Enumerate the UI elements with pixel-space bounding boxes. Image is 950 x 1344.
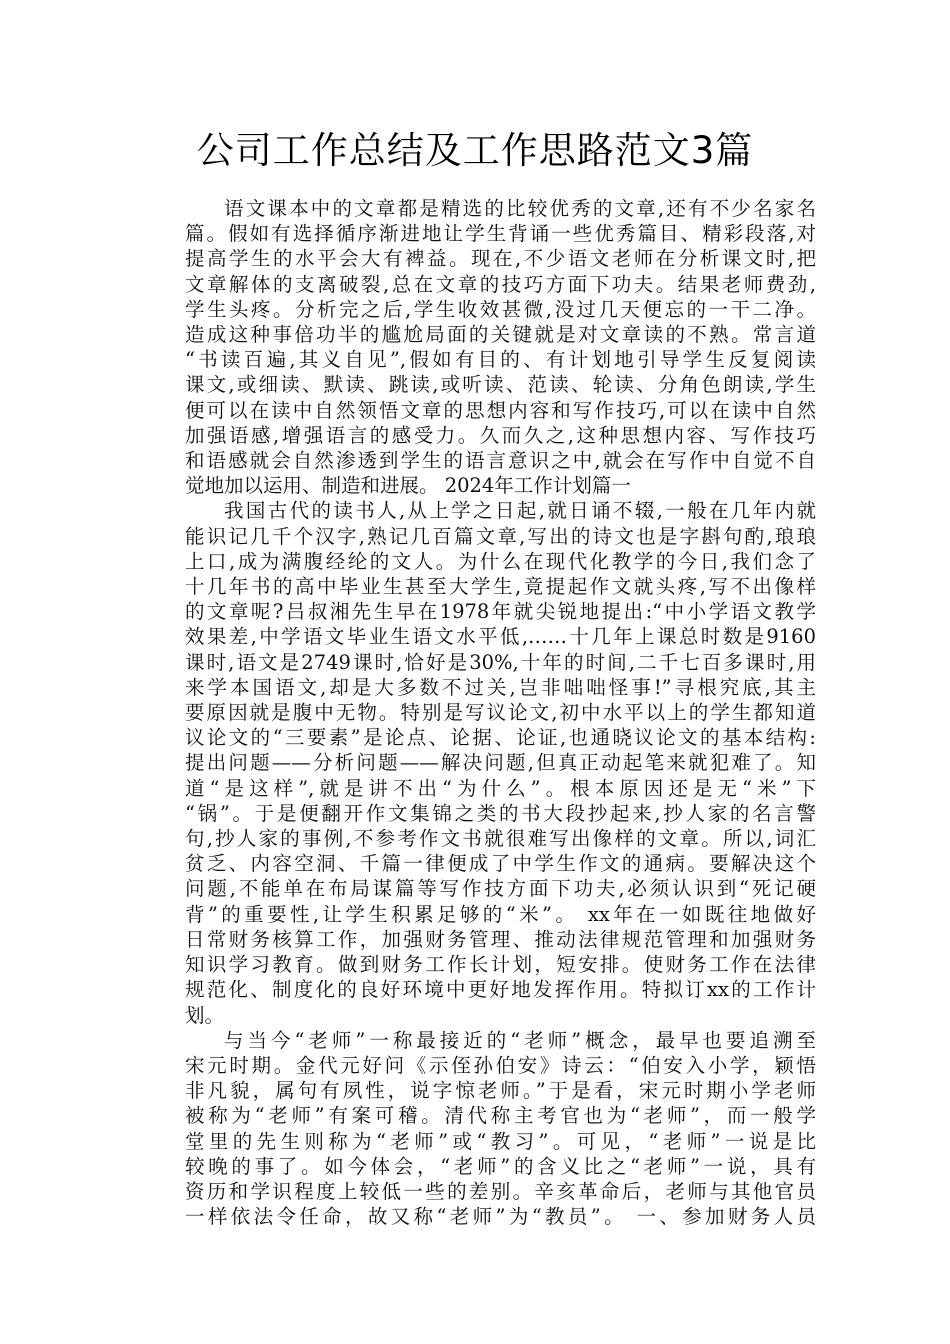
text-line: 规范化、制度化的良好环境中更好地发挥作用。特拟订xx的工作计 (185, 978, 816, 1002)
text-line: 日常财务核算工作，加强财务管理、推动法律规范管理和加强财务 (185, 927, 816, 951)
text-line: “书读百遍,其义自见”,假如有目的、有计划地引导学生反复阅读 (185, 348, 816, 372)
text-line: 造成这种事倍功半的尴尬局面的关键就是对文章读的不熟。常言道 (185, 323, 816, 347)
text-line: 能识记几千个汉字,熟记几百篇文章,写出的诗文也是字斟句酌,琅琅 (185, 524, 816, 548)
text-line: 提高学生的水平会大有裨益。现在,不少语文老师在分析课文时,把 (185, 247, 816, 271)
text-line: 堂里的先生则称为“老师”或“教习”。可见，“老师”一说是比 (185, 1129, 816, 1153)
text-line: 觉地加以运用、制造和进展。 2024年工作计划篇一 (185, 474, 631, 498)
document-title: 公司工作总结及工作思路范文3篇 (196, 129, 754, 172)
text-line: 问题,不能单在布局谋篇等写作技方面下功夫,必须认识到“死记硬 (185, 877, 816, 901)
text-line: 效果差,中学语文毕业生语文水平低,……十几年上课总时数是9160 (185, 625, 816, 649)
text-line: 要原因就是腹中无物。特别是写议论文,初中水平以上的学生都知道 (185, 701, 816, 725)
text-line: 语文课本中的文章都是精选的比较优秀的文章,还有不少名家名 (224, 197, 816, 220)
text-line: 一样依法令任命，故又称“老师”为“教员”。 一、参加财务人员 (185, 1205, 816, 1229)
document-body (146, 196, 816, 1229)
text-line: 我国古代的读书人,从上学之日起,就日诵不辍,一般在几年内就 (224, 499, 816, 523)
text-line: 知识学习教育。做到财务工作长计划，短安排。使财务工作在法律 (185, 953, 816, 977)
paragraph-3 (146, 1028, 816, 1230)
text-line: 与当今“老师”一称最接近的“老师”概念，最早也要追溯至 (224, 1028, 816, 1052)
text-line: 贫乏、内容空洞、千篇一律便成了中学生作文的通病。要解决这个 (185, 852, 816, 876)
text-line: “锅”。于是便翻开作文集锦之类的书大段抄起来,抄人家的名言警 (185, 801, 816, 825)
text-line: 宋元时期。金代元好问《示侄孙伯安》诗云：“伯安入小学，颖悟 (185, 1053, 816, 1077)
text-line: 提出问题——分析问题——解决问题,但真正动起笔来就犯难了。知 (185, 751, 816, 775)
text-line: 篇。假如有选择循序渐进地让学生背诵一些优秀篇目、精彩段落,对 (185, 222, 816, 246)
text-line: 文章解体的支离破裂,总在文章的技巧方面下功夫。结果老师费劲, (185, 272, 816, 296)
text-line: 资历和学识程度上较低一些的差别。辛亥革命后，老师与其他官员 (185, 1179, 816, 1203)
text-line: 道“是这样”,就是讲不出“为什么”。根本原因还是无“米”下 (185, 776, 816, 800)
text-line: 上口,成为满腹经纶的文人。为什么在现代化教学的今日,我们念了 (185, 549, 816, 573)
paragraph-2 (146, 498, 816, 1027)
text-line: 来学本国语文,却是大多数不过关,岂非咄咄怪事!”寻根究底,其主 (185, 675, 816, 699)
text-line: 非凡貌，属句有夙性，说字惊老师。”于是看，宋元时期小学老师 (185, 1079, 816, 1103)
text-line: 学生头疼。分析完之后,学生收效甚微,没过几天便忘的一干二净。 (185, 297, 816, 321)
text-line: 背”的重要性,让学生积累足够的“米”。 xx年在一如既往地做好 (185, 902, 816, 926)
text-line: 的文章呢?吕叔湘先生早在1978年就尖锐地提出:“中小学语文教学 (185, 600, 816, 624)
text-line: 便可以在读中自然领悟文章的思想内容和写作技巧,可以在读中自然 (185, 398, 816, 422)
text-line: 十几年书的高中毕业生甚至大学生,竟提起作文就头疼,写不出像样 (185, 575, 816, 599)
text-line: 划。 (185, 1003, 225, 1027)
text-line: 课时,语文是2749课时,恰好是30%,十年的时间,二千七百多课时,用 (185, 650, 816, 674)
text-line: 和语感就会自然渗透到学生的语言意识之中,就会在写作中自觉不自 (185, 449, 816, 473)
text-line: 课文,或细读、默读、跳读,或听读、范读、轮读、分角色朗读,学生 (185, 373, 816, 397)
text-line: 加强语感,增强语言的感受力。久而久之,这种思想内容、写作技巧 (185, 423, 816, 447)
text-line: 议论文的“三要素”是论点、论据、论证,也通晓议论文的基本结构: (185, 726, 816, 750)
text-line: 被称为“老师”有案可稽。清代称主考官也为“老师”，而一般学 (185, 1104, 816, 1128)
text-line: 较晚的事了。如今体会，“老师”的含义比之“老师”一说，具有 (185, 1154, 816, 1178)
paragraph-1 (146, 196, 816, 498)
text-line: 句,抄人家的事例,不参考作文书就很难写出像样的文章。所以,词汇 (185, 827, 816, 851)
